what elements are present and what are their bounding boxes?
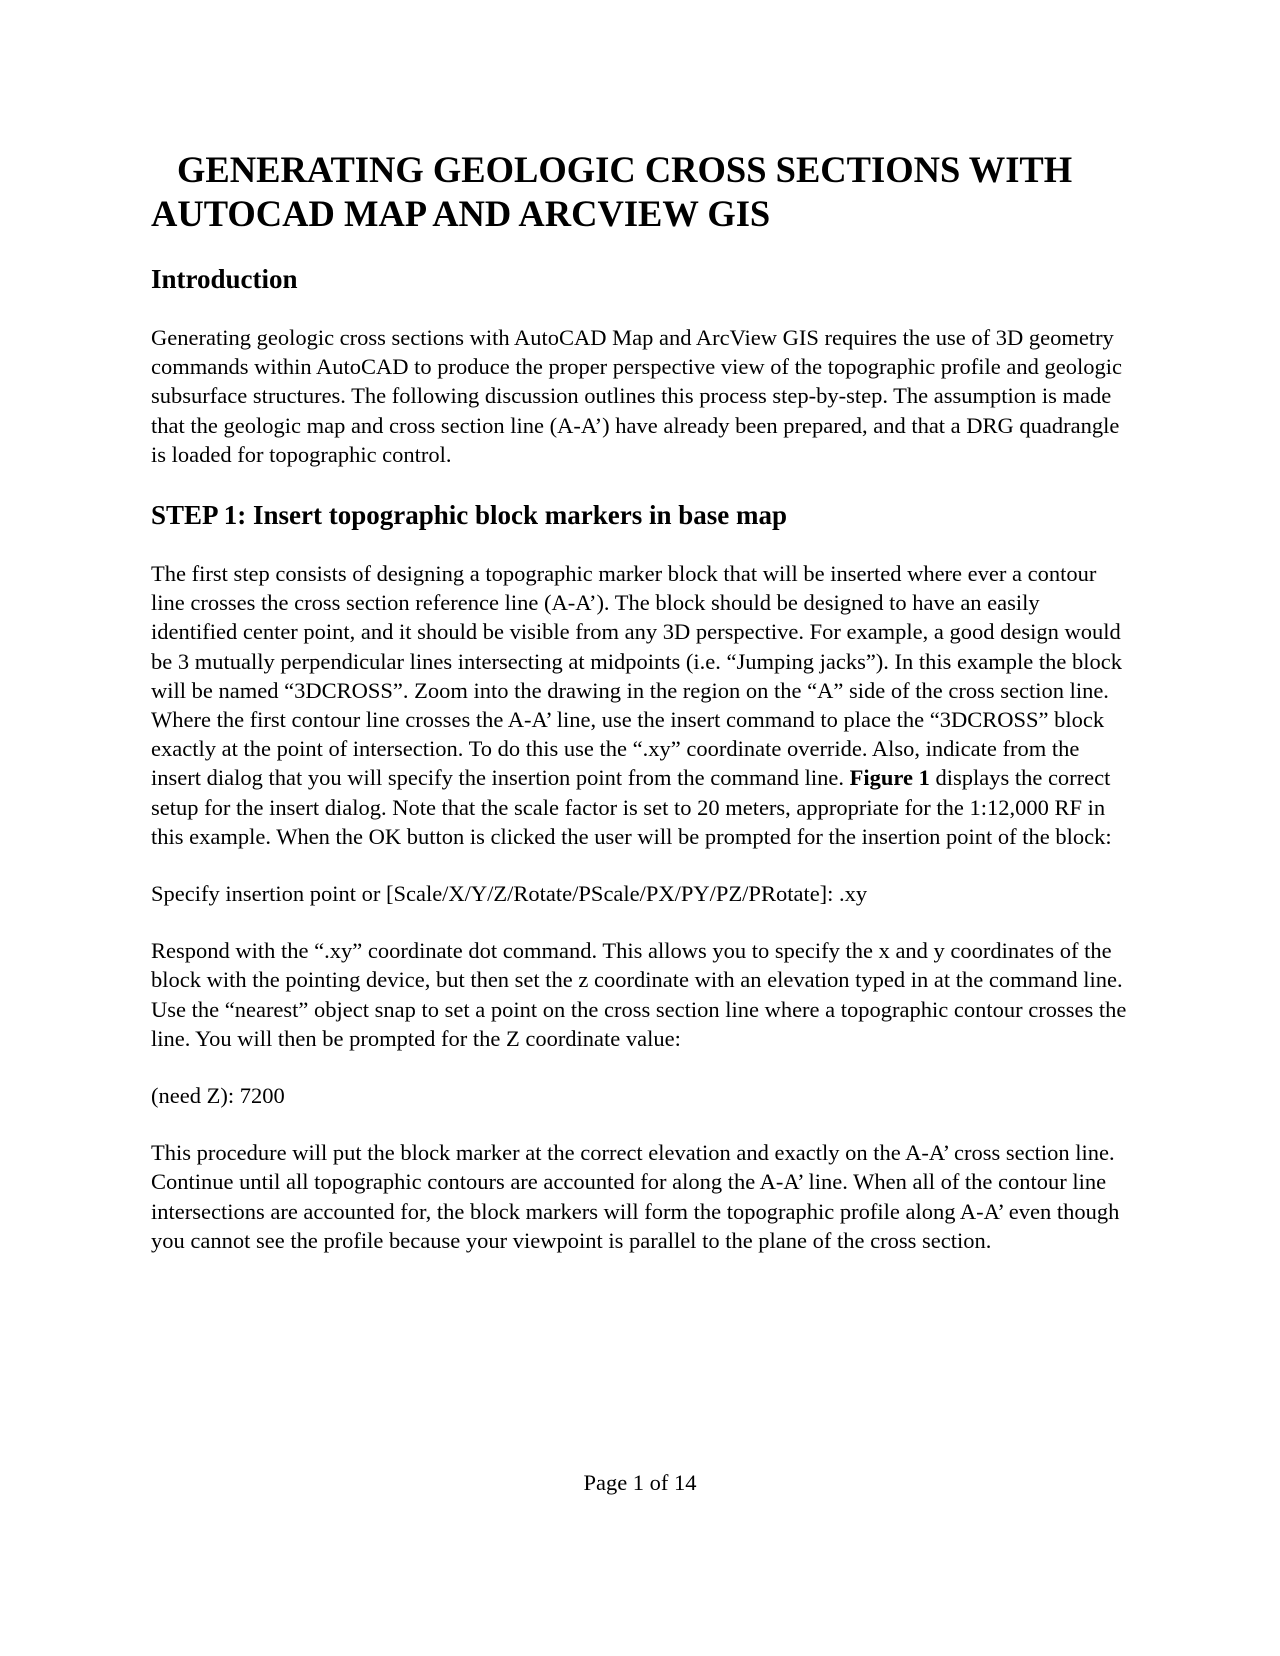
procedure-paragraph: This procedure will put the block marker at the correct elevation and exactly on the A-A’ cross section line. Continue until all topographic contours are accounted for along the A-A’ line. When all of the contour line intersections are accounted for, the block markers will form the topographic profile along A-A’ even though you cannot see the profile because your viewpoint is parallel to the plane of the cross section. — [151, 1140, 1120, 1253]
step1-paragraph — [151, 559, 1131, 851]
step1-heading: STEP 1: Insert topographic block markers in base map — [151, 500, 788, 531]
introduction-paragraph: Generating geologic cross sections with AutoCAD Map and ArcView GIS requires the use of 3D geometry commands within AutoCAD to produce the proper perspective view of the topographic profile and geologic subsurface structures. The following discussion outlines this process step-by-step. The assumption is made that the geologic map and cross section line (A-A’) have already been prepared, and that a DRG quadrangle is loaded for topographic control. — [151, 325, 1122, 467]
title-line-2: AUTOCAD MAP AND ARCVIEW GIS — [151, 193, 771, 234]
page-number-footer: Page 1 of 14 — [583, 1470, 697, 1495]
page-content — [151, 148, 1131, 1255]
document-title — [151, 148, 1131, 236]
z-coordinate-prompt: (need Z): 7200 — [151, 1083, 285, 1109]
insertion-command-prompt: Specify insertion point or [Scale/X/Y/Z/Rotate/PScale/PX/PY/PZ/PRotate]: .xy — [151, 881, 868, 907]
step1-text-part2: displays the correct setup for the insert dialog. Note that the scale factor is set to 20 meters, appropriate for the 1:12,000 RF in this example. When the OK button is clicked the user will be prompted for the insertion point of the block: — [151, 765, 1112, 849]
respond-paragraph: Respond with the “.xy” coordinate dot command. This allows you to specify the x and y coordinates of the block with the pointing device, but then set the z coordinate with an elevation typed in at the command line. Use the “nearest” object snap to set a point on the cross section line where a topographic contour crosses the line. You will then be prompted for the Z coordinate value: — [151, 938, 1127, 1051]
introduction-heading: Introduction — [151, 264, 298, 294]
figure-reference: Figure 1 — [849, 765, 930, 791]
title-line-1: GENERATING GEOLOGIC CROSS SECTIONS WITH — [177, 149, 1073, 190]
step1-text-part1: The first step consists of designing a topographic marker block that will be inserted where ever a contour line crosses the cross section reference line (A-A’). The block should be designed to have an easily identified center point, and it should be visible from any 3D perspective. For example, a good design would be 3 mutually perpendicular lines intersecting at midpoints (i.e. “Jumping jacks”). In this example the block will be named “3DCROSS”. Zoom into the drawing in the region on the “A” side of the cross section line. Where the first contour line crosses the A-A’ line, use the insert command to place the “3DCROSS” block exactly at the point of intersection. To do this use the “.xy” coordinate override. Also, indicate from the insert dialog that you will specify the insertion point from the command line. — [151, 561, 1122, 791]
